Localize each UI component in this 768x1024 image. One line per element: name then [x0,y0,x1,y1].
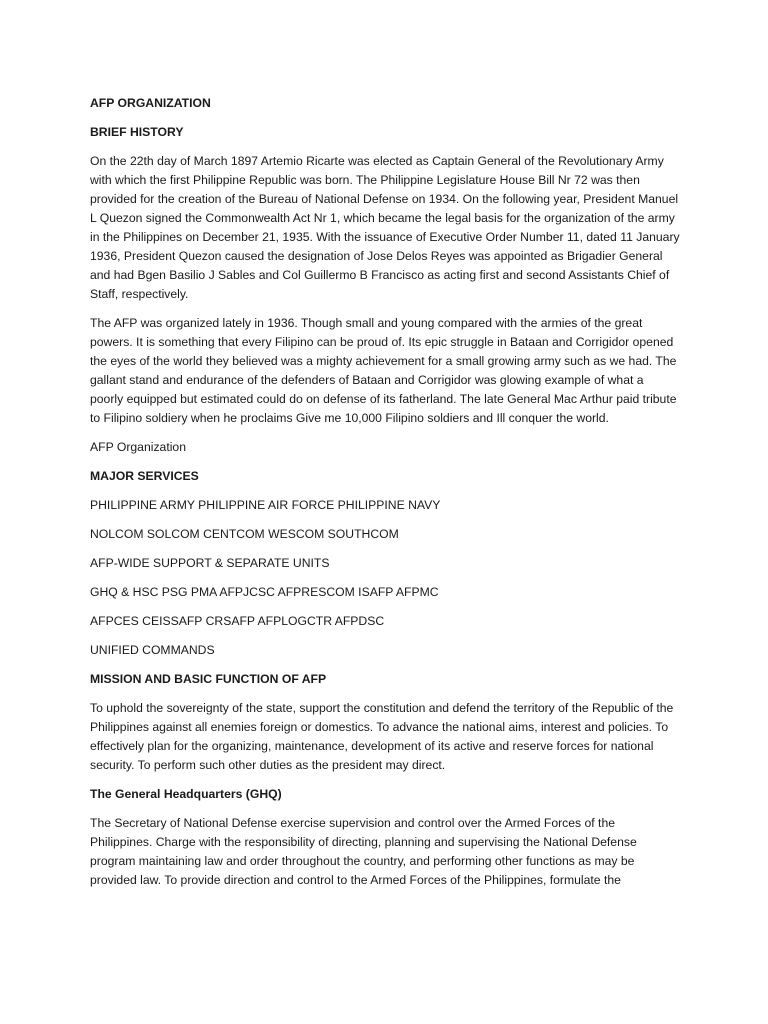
services-line-3: AFP-WIDE SUPPORT & SEPARATE UNITS [90,556,330,570]
ghq-heading: The General Headquarters (GHQ) [90,787,282,801]
services-line-1: PHILIPPINE ARMY PHILIPPINE AIR FORCE PHILIPPINE NAVY [90,498,441,512]
history-paragraph-1: On the 22th day of March 1897 Artemio Ricarte was elected as Captain General of the Revolutionary Army with which the first Philippine Republic was born. The Philippine Legislature House Bill Nr 72 was then provided for the creation of the Bureau of National Defense on 1934. On the following year, President Manuel L Quezon signed the Commonwealth Act Nr 1, which became the legal basis for the organization of the army in the Philippines on December 21, 1935. With the issuance of Executive Order Number 11, dated 11 January 1936, President Quezon caused the designation of Jose Delos Reyes was appointed as Brigadier General and had Bgen Basilio J Sables and Col Guillermo B Francisco as acting first and second Assistants Chief of Staff, respectively. [90,154,680,301]
document-title: AFP ORGANIZATION [90,96,211,110]
services-line-5: AFPCES CEISSAFP CRSAFP AFPLOGCTR AFPDSC [90,614,385,628]
services-line-2: NOLCOM SOLCOM CENTCOM WESCOM SOUTHCOM [90,527,399,541]
document-body [90,94,680,900]
mission-paragraph: To uphold the sovereignty of the state, support the constitution and defend the territory of the Republic of the Philippines against all enemies foreign or domestics. To advance the national aims, interest and policies. To effectively plan for the organizing, maintenance, development of its active and reserve forces for national security. To perform such other duties as the president may direct. [90,701,674,772]
afp-organization-label: AFP Organization [90,440,186,454]
services-line-4: GHQ & HSC PSG PMA AFPJCSC AFPRESCOM ISAFP AFPMC [90,585,439,599]
services-line-6: UNIFIED COMMANDS [90,643,215,657]
major-services-heading: MAJOR SERVICES [90,469,199,483]
ghq-paragraph: The Secretary of National Defense exercise supervision and control over the Armed Forces of the Philippines. Charge with the responsibility of directing, planning and supervising the National Defense program maintaining law and order throughout the country, and performing other functions as may be provided law. To provide direction and control to the Armed Forces of the Philippines, formulate the [90,816,637,887]
history-paragraph-2: The AFP was organized lately in 1936. Though small and young compared with the armies of the great powers. It is something that every Filipino can be proud of. Its epic struggle in Bataan and Corrigidor opened the eyes of the world they believed was a mighty achievement for a small growing army such as we had. The gallant stand and endurance of the defenders of Bataan and Corrigidor was glowing example of what a poorly equipped but estimated could do on defense of its fatherland. The late General Mac Arthur paid tribute to Filipino soldiery when he proclaims Give me 10,000 Filipino soldiers and Ill conquer the world. [90,316,677,425]
mission-heading: MISSION AND BASIC FUNCTION OF AFP [90,672,327,686]
brief-history-heading: BRIEF HISTORY [90,125,184,139]
